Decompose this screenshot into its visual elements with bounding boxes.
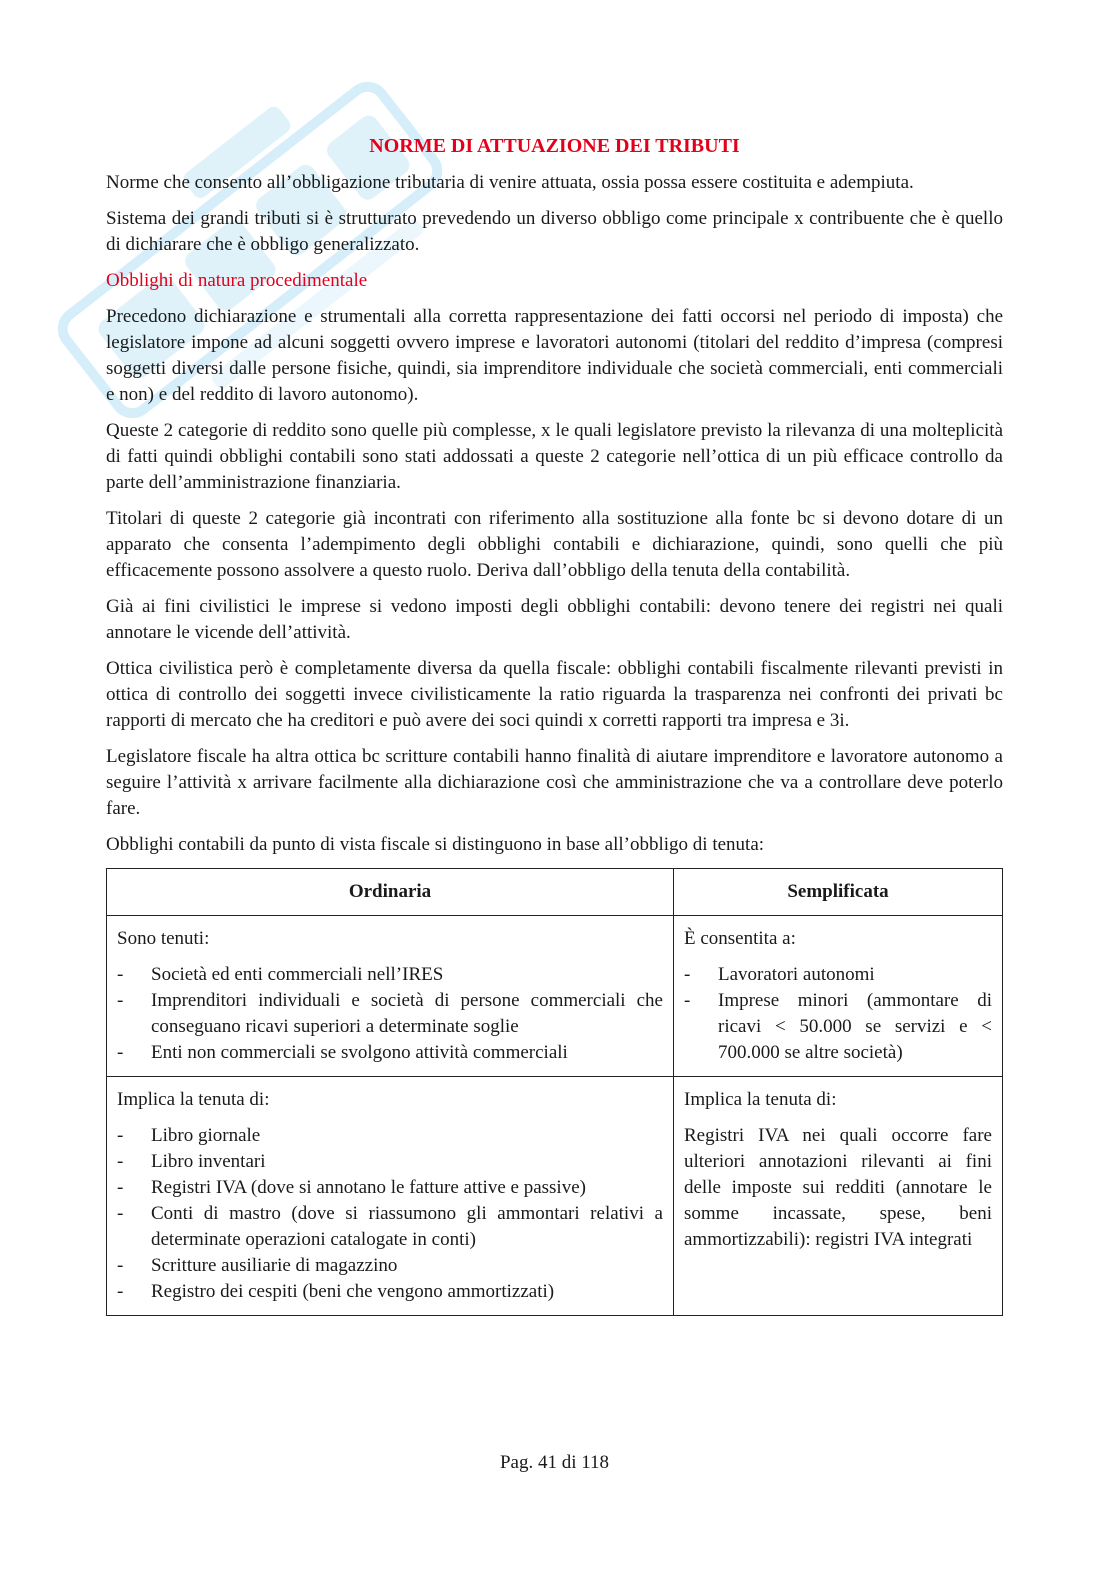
list-item — [117, 1201, 663, 1253]
list-item-text: Imprenditori individuali e società di persone commerciali che conseguano ricavi superiori a determinate soglie — [151, 990, 663, 1037]
dash-list — [117, 962, 663, 1066]
dash-bullet: - — [117, 1042, 124, 1063]
list-item — [117, 1253, 663, 1279]
dash-bullet: - — [117, 1203, 124, 1224]
paragraph: Già ai fini civilistici le imprese si vedono imposti degli obblighi contabili: devono tenere dei registri nei quali annotare le vicende dell’attività. — [106, 596, 1003, 643]
paragraph: Titolari di queste 2 categorie già incontrati con riferimento alla sostituzione alla fonte bc si devono dotare di un apparato che consenta l’adempimento degli obblighi contabili e dichiarazione, quindi, sono quelli che più efficacemente possono assolvere a questo ruolo. Deriva dall’obbligo della tenuta della contabilità. — [106, 508, 1003, 581]
cell-text: Registri IVA nei quali occorre fare ulteriori annotazioni rilevanti ai fini delle imposte sui redditi (annotare le somme incassate, spese, beni ammortizzabili): registri IVA integrati — [684, 1125, 992, 1250]
table-row — [107, 916, 1003, 1077]
document-body — [106, 170, 1003, 1316]
list-item-text: Conti di mastro (dove si riassumono gli ammontari relativi a determinate operazioni catalogate in conti) — [151, 1203, 663, 1250]
list-item — [117, 1123, 663, 1149]
cell-lead: Implica la tenuta di: — [684, 1089, 837, 1110]
paragraph: Legislatore fiscale ha altra ottica bc scritture contabili hanno finalità di aiutare imprenditore e lavoratore autonomo a seguire l’attività x arrivare facilmente alla dichiarazione così che amministrazione che va a controllare deve poterlo fare. — [106, 746, 1003, 819]
paragraph: Ottica civilistica però è completamente diversa da quella fiscale: obblighi contabili fiscalmente rilevanti previsti in ottica di controllo dei soggetti invece civilisticamente la ratio riguarda la trasparenza nei confronti dei privati bc rapporti di mercato che ha creditori e può avere dei soci quindi x corretti rapporti tra impresa e 3i. — [106, 658, 1003, 731]
dash-bullet: - — [684, 964, 691, 985]
page-title: NORME DI ATTUAZIONE DEI TRIBUTI — [369, 135, 740, 157]
dash-list — [117, 1123, 663, 1305]
paragraph: Precedono dichiarazione e strumentali alla corretta rappresentazione dei fatti occorsi nel periodo di imposta) che legislatore impone ad alcuni soggetti ovvero imprese e lavoratori autonomi (titolari del reddito d’impresa (compresi soggetti diversi dalle persone fisiche, quindi, sia imprenditore individuale che società commerciali, enti commerciali e non) e del reddito di lavoro autonomo). — [106, 306, 1003, 405]
list-item-text: Enti non commerciali se svolgono attività commerciali — [151, 1042, 568, 1063]
list-item-text: Libro giornale — [151, 1125, 261, 1146]
dash-list — [684, 962, 992, 1066]
list-item-text: Imprese minori (ammontare di ricavi < 50.000 se servizi e < 700.000 se altre società) — [718, 990, 992, 1063]
document-page — [106, 0, 1003, 1579]
header-ordinaria: Ordinaria — [107, 869, 674, 916]
dash-bullet: - — [117, 990, 124, 1011]
list-item — [684, 988, 992, 1066]
dash-bullet: - — [117, 1255, 124, 1276]
list-item — [117, 962, 663, 988]
dash-bullet: - — [117, 964, 124, 985]
accounting-regimes-table — [106, 868, 1003, 1316]
cell-lead: Sono tenuti: — [117, 928, 210, 949]
paragraph: Queste 2 categorie di reddito sono quelle più complesse, x le quali legislatore previsto la rilevanza di una molteplicità di fatti quindi obblighi contabili sono stati addossati a queste 2 categorie nell’ottica di un più efficace controllo da parte dell’amministrazione finanziaria. — [106, 420, 1003, 493]
paragraph: Sistema dei grandi tributi si è strutturato prevedendo un diverso obbligo come principale x contribuente che è quello di dichiarare che è obbligo generalizzato. — [106, 208, 1003, 255]
section-subheading: Obblighi di natura procedimentale — [106, 270, 368, 291]
table-cell — [107, 1077, 674, 1316]
list-item — [117, 1149, 663, 1175]
table-cell — [674, 1077, 1003, 1316]
table-cell — [674, 916, 1003, 1077]
header-semplificata: Semplificata — [674, 869, 1003, 916]
dash-bullet: - — [117, 1151, 124, 1172]
list-item-text: Libro inventari — [151, 1151, 266, 1172]
list-item-text: Scritture ausiliarie di magazzino — [151, 1255, 398, 1276]
cell-lead: È consentita a: — [684, 928, 796, 949]
table-header-row — [107, 869, 1003, 916]
list-item — [117, 1175, 663, 1201]
list-item — [117, 1279, 663, 1305]
table-cell — [107, 916, 674, 1077]
list-item-text: Registro dei cespiti (beni che vengono ammortizzati) — [151, 1281, 555, 1302]
dash-bullet: - — [117, 1125, 124, 1146]
dash-bullet: - — [684, 990, 691, 1011]
list-item-text: Società ed enti commerciali nell’IRES — [151, 964, 444, 985]
table-row — [107, 1077, 1003, 1316]
list-item — [684, 962, 992, 988]
paragraph: Norme che consento all’obbligazione tributaria di venire attuata, ossia possa essere costituita e adempiuta. — [106, 172, 914, 193]
cell-lead: Implica la tenuta di: — [117, 1089, 270, 1110]
page-number: Pag. 41 di 118 — [499, 1452, 610, 1473]
paragraph: Obblighi contabili da punto di vista fiscale si distinguono in base all’obbligo di tenuta: — [106, 834, 765, 855]
dash-bullet: - — [117, 1177, 124, 1198]
list-item-text: Lavoratori autonomi — [718, 964, 875, 985]
list-item — [117, 988, 663, 1040]
list-item — [117, 1040, 663, 1066]
dash-bullet: - — [117, 1281, 124, 1302]
list-item-text: Registri IVA (dove si annotano le fatture attive e passive) — [151, 1177, 586, 1198]
